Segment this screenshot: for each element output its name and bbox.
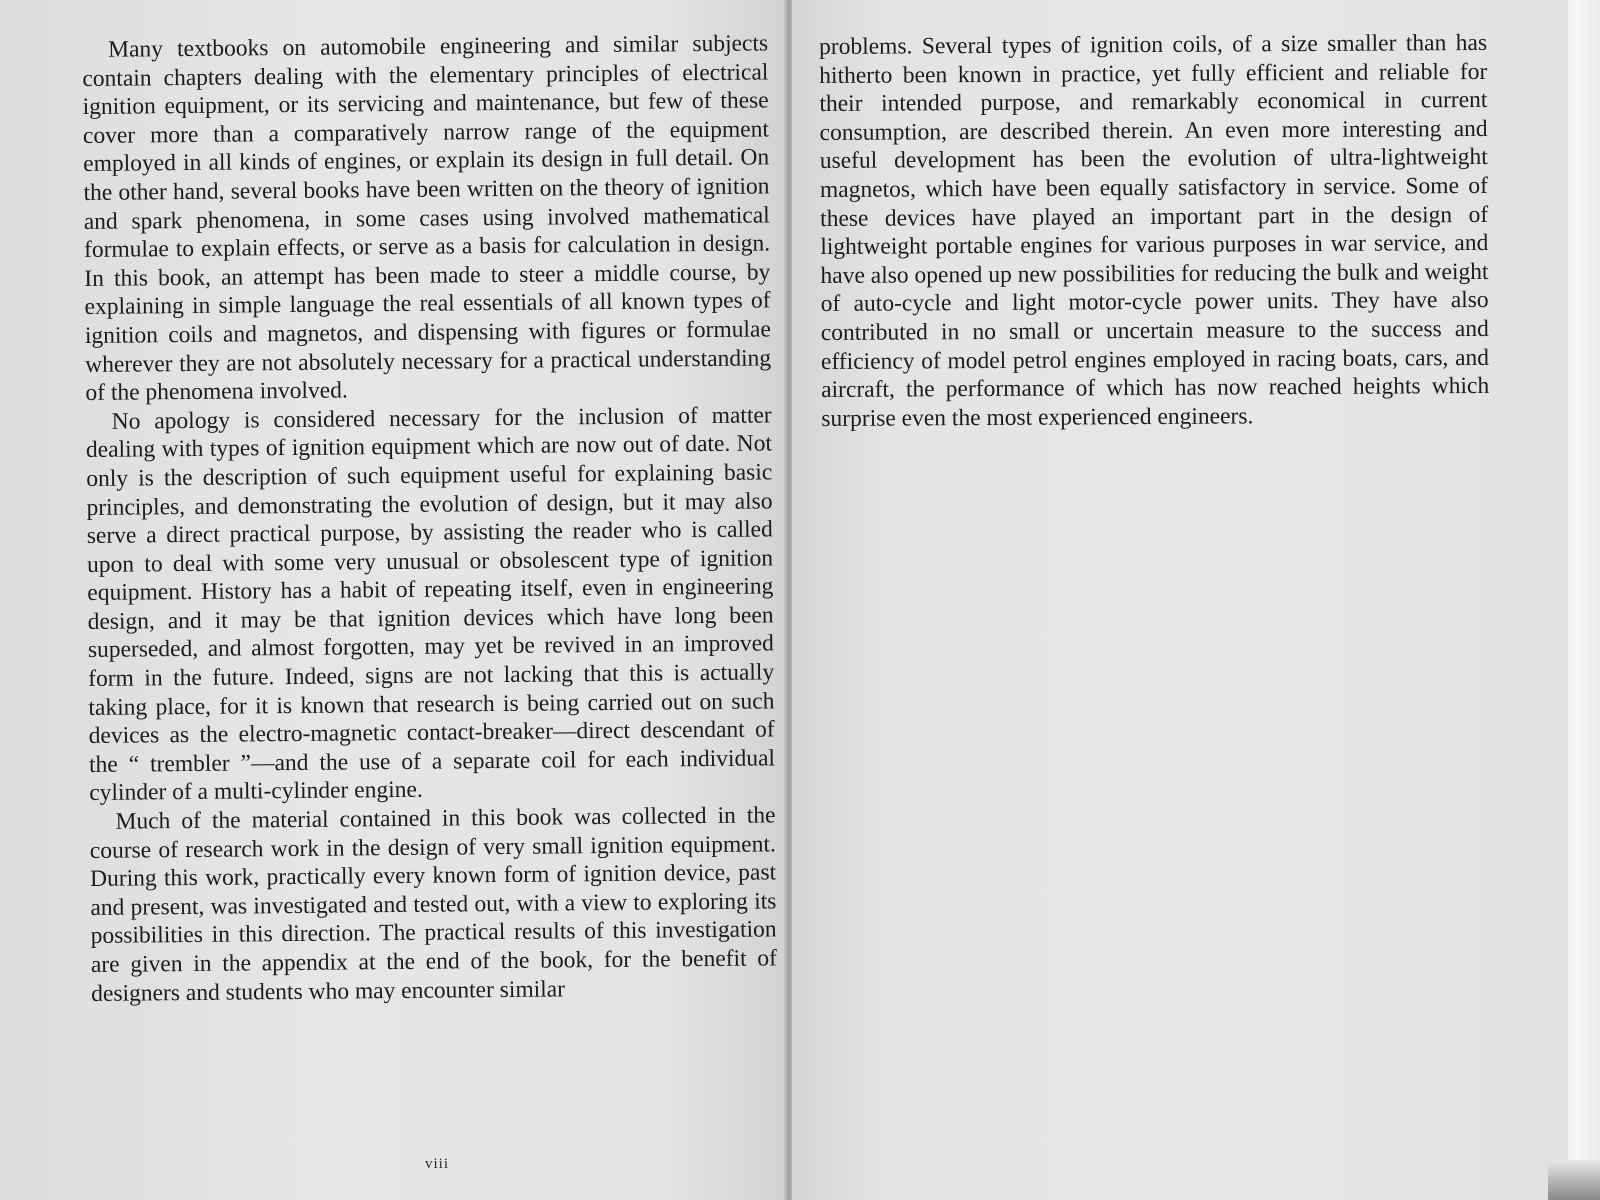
paragraph-1: Many textbooks on automobile engineering and similar subjects contain chapters dealing with the elementary principles of electrical ignition equipment, or its servicing and maintenance, but few of these cover more than a comparatively narrow range of the equipment employed in all kinds of engines, or explain its design in full detail. On the other hand, several books have been written on the theory of ignition and spark phenomena, in some cases using involved mathematical formulae to explain effects, or serve as a basis for calculation in design. In this book, an attempt has been made to steer a middle course, by explaining in simple language the real essentials of all known types of ignition coils and magnetos, and dispensing with figures or formulae wherever they are not absolutely necessary for a practical understanding of the phenomena involved. xyxy=(82,30,772,407)
right-page-body xyxy=(819,29,1489,433)
page-number: viii xyxy=(425,1156,450,1172)
paragraph-2: No apology is considered necessary for the inclusion of matter dealing with types of ignition equipment which are now out of date. Not only is the description of such equipment useful for explaining basic principles, and demonstrating the evolution of design, but it may also serve a direct practical purpose, by assisting the reader who is called upon to deal with some very unusual or obsolescent type of ignition equipment. History has a habit of repeating itself, even in engineering design, and it may be that ignition devices which have long been superseded, and almost forgotten, may yet be revived in an improved form in the future. Indeed, signs are not lacking that this is actually taking place, for it is known that research is being carried out on such devices as the electro-magnetic contact-breaker—direct descendant of the “ trembler ”—and the use of a separate coil for each individual cylinder of a multi-cylinder engine. xyxy=(85,402,776,807)
page-edge-shadow xyxy=(1548,1160,1600,1200)
left-page-body xyxy=(82,29,777,1008)
paragraph-3: Much of the material contained in this book was collected in the course of research work in the design of very small ignition equipment. During this work, practically every known form of ignition device, past and present, was investigated and tested out, with a view to exploring its possibilities in this direction. The practical results of this investigation are given in the appendix at the end of the book, for the benefit of designers and students who may encounter similar xyxy=(89,802,778,1007)
paragraph-continued: problems. Several types of ignition coils, of a size smaller than has hitherto been known in practice, yet fully efficient and reliable for their intended purpose, and remarkably economical in current consumption, are described therein. An even more interesting and useful development has been the evolution of ultra-lightweight magnetos, which have been equally satisfactory in service. Some of these devices have played an important part in the design of lightweight portable engines for various purposes in war service, and have also opened up new possibilities for reducing the bulk and weight of auto-cycle and light motor-cycle power units. They have also contributed in no small or uncertain measure to the success and efficiency of model petrol engines employed in racing boats, cars, and aircraft, the performance of which has now reached heights which surprise even the most experienced engineers. xyxy=(819,29,1490,432)
page-edge xyxy=(1568,0,1600,1200)
left-page xyxy=(0,0,788,1200)
